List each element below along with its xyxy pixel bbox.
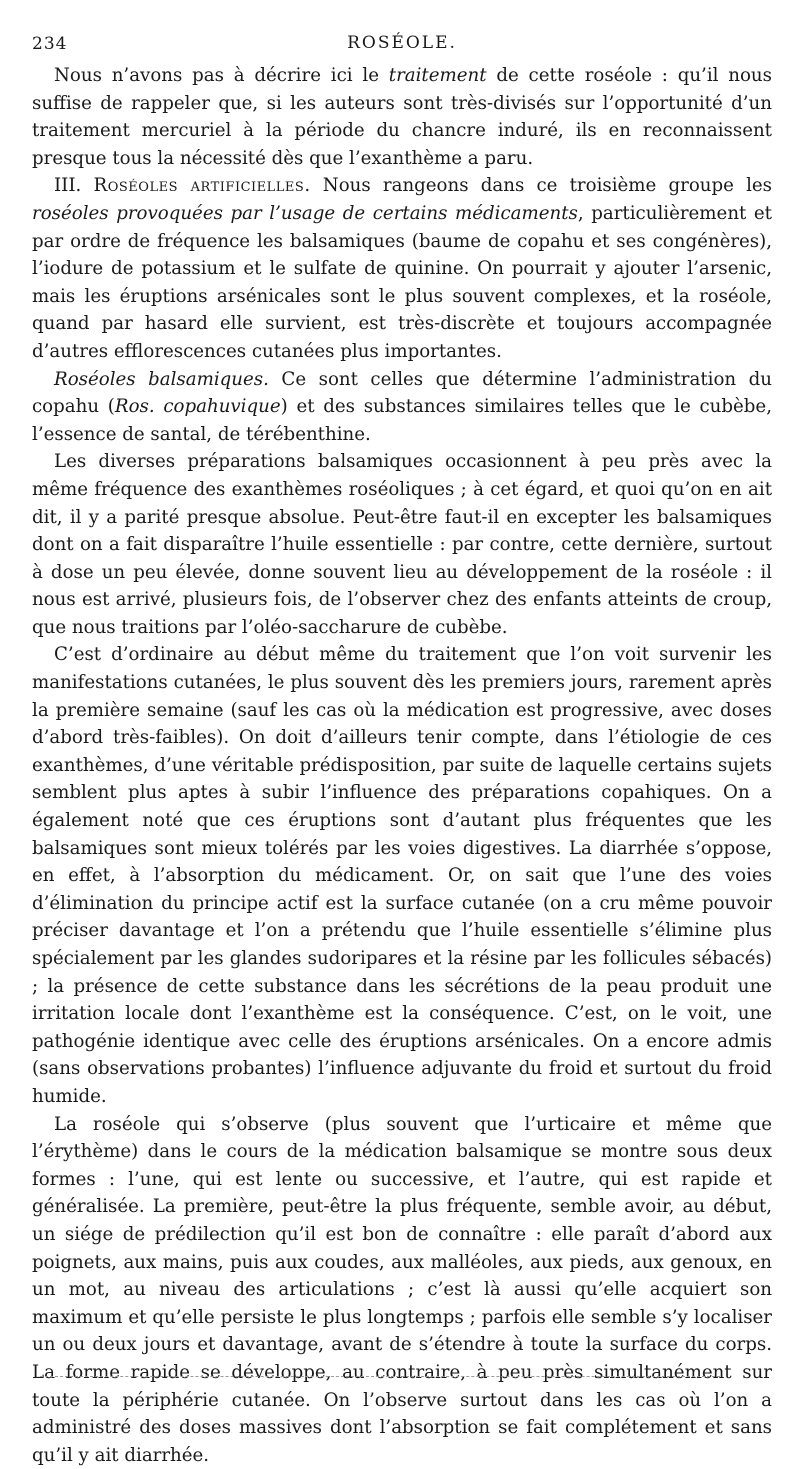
paragraph-deux-formes: La roséole qui s’observe (plus souvent que l’urticaire et même que l’érythème) dans le cours de la médication balsamique se montre sous deux formes : l’une, qui est lente ou successive, et l’autre, qui est rapide et généralisée. La première, peut-être la plus fréquente, semble avoir, au début, un siége de prédilection qu’il est bon de connaître : elle paraît d’abord aux poignets, aux mains, puis aux coudes, aux malléoles, aux pieds, aux genoux, en un mot, au niveau des articulations ; c’est là aussi qu’elle acquiert son maximum et qu’elle persiste le plus longtemps ; parfois elle semble s’y localiser un ou deux jours et davantage, avant de s’étendre à toute la surface du corps. La forme rapide se développe, au contraire, à peu près simultanément sur toute la périphérie cutanée. On l’observe surtout dans les cas où l’on a administré des doses massives dont l’absorption se fait complétement et sans qu’il y ait diarrhée. — [32, 1113, 772, 1466]
paragraph-debut-traitement: C’est d’ordinaire au début même du traitement que l’on voit survenir les manifestations cutanées, le plus souvent dès les premiers jours, rarement après la première semaine (sauf les cas où la médication est progressive, avec doses d’abord très-faibles). On doit d’ailleurs tenir compte, dans l’étiologie de ces exanthèmes, d’une véritable prédisposition, par suite de laquelle certains sujets semblent plus aptes à subir l’influence des préparations copahiques. On a également noté que ces éruptions sont d’autant plus fréquentes que les balsamiques sont mieux tolérés par les voies digestives. La diarrhée s’oppose, en effet, à l’absorption du médicament. Or, on sait que l’une des voies d’élimination du principe actif est la surface cutanée (on a cru même pouvoir préciser davantage et l’on a prétendu que l’huile essentielle s’élimine plus spécialement par les glandes sudoripares et la résine par les follicules sébacés) ; la présence de cette substance dans les sécrétions de la peau produit une irritation locale dont l’exanthème est la conséquence. C’est, on le voit, une pathogénie identique avec celle des éruptions arsénicales. On a encore admis (sans observations probantes) l’influence adjuvante du froid et surtout du froid humide. — [32, 644, 772, 1107]
body-text — [32, 62, 772, 1469]
page-header — [32, 0, 772, 56]
italic-term: roséoles provoquées par l’usage de certains médicaments — [32, 202, 578, 224]
footer-rule — [40, 1376, 720, 1377]
paragraph-text: , particulièrement et par ordre de fréquence les balsamiques (baume de copahu et ses congénères), l’iodure de potassium et le sulfate de quinine. On pourrait y ajouter l’arsenic, mais les éruptions arsénicales sont le plus souvent complexes, et la roséole, quand par hasard elle survient, est très-discrète et toujours accompagnée d’autres efflorescences cutanées plus importantes. — [32, 202, 772, 362]
section-number: III. — [54, 175, 82, 197]
paragraph-text: de cette roséole : qu’il nous suffise de rappeler que, si les auteurs sont très-divisés sur l’opportunité d’un traitement mercuriel à la période du chancre induré, ils en reconnaissent presque tous la nécessité dès que l’exanthème a paru. — [32, 65, 772, 169]
section-title: Roséoles artificielles. — [93, 175, 311, 197]
section-roseoles-artificielles — [32, 172, 772, 365]
paragraph-text: Ce sont celles que détermine l’administration du copahu ( — [32, 368, 772, 418]
paragraph-text: ) et des substances similaires telles que le cubèbe, l’essence de santal, de térébenthine. — [32, 396, 772, 445]
paragraph-diverses-preparations: Les diverses préparations balsamiques occasionnent à peu près avec la même fréquence des exanthèmes roséoliques ; à cet égard, et quoi qu’on en ait dit, il y a parité presque absolue. Peut-être faut-il en excepter les balsamiques dont on a fait disparaître l’huile essentielle : par contre, cette dernière, surtout à dose un peu élevée, donne souvent lieu au développement de la roséole : il nous est arrivé, plusieurs fois, de l’observer chez des enfants atteints de croup, que nous traitions par l’oléo-saccharure de cubèbe. — [32, 451, 772, 638]
book-page — [32, 0, 772, 1469]
paragraph-text: Nous n’avons pas à décrire ici le — [54, 65, 389, 86]
paragraph-text: Nous rangeons dans ce troisième groupe les — [310, 175, 773, 197]
subsection-title: Roséoles balsamiques. — [54, 368, 269, 390]
page-number: 234 — [32, 34, 68, 54]
paragraph-traitement — [32, 62, 772, 172]
italic-term: Ros. copahuvique — [114, 396, 281, 418]
italic-term: traitement — [388, 65, 487, 86]
paragraph-roseoles-balsamiques — [32, 366, 772, 449]
running-title: ROSÉOLE. — [347, 33, 457, 53]
